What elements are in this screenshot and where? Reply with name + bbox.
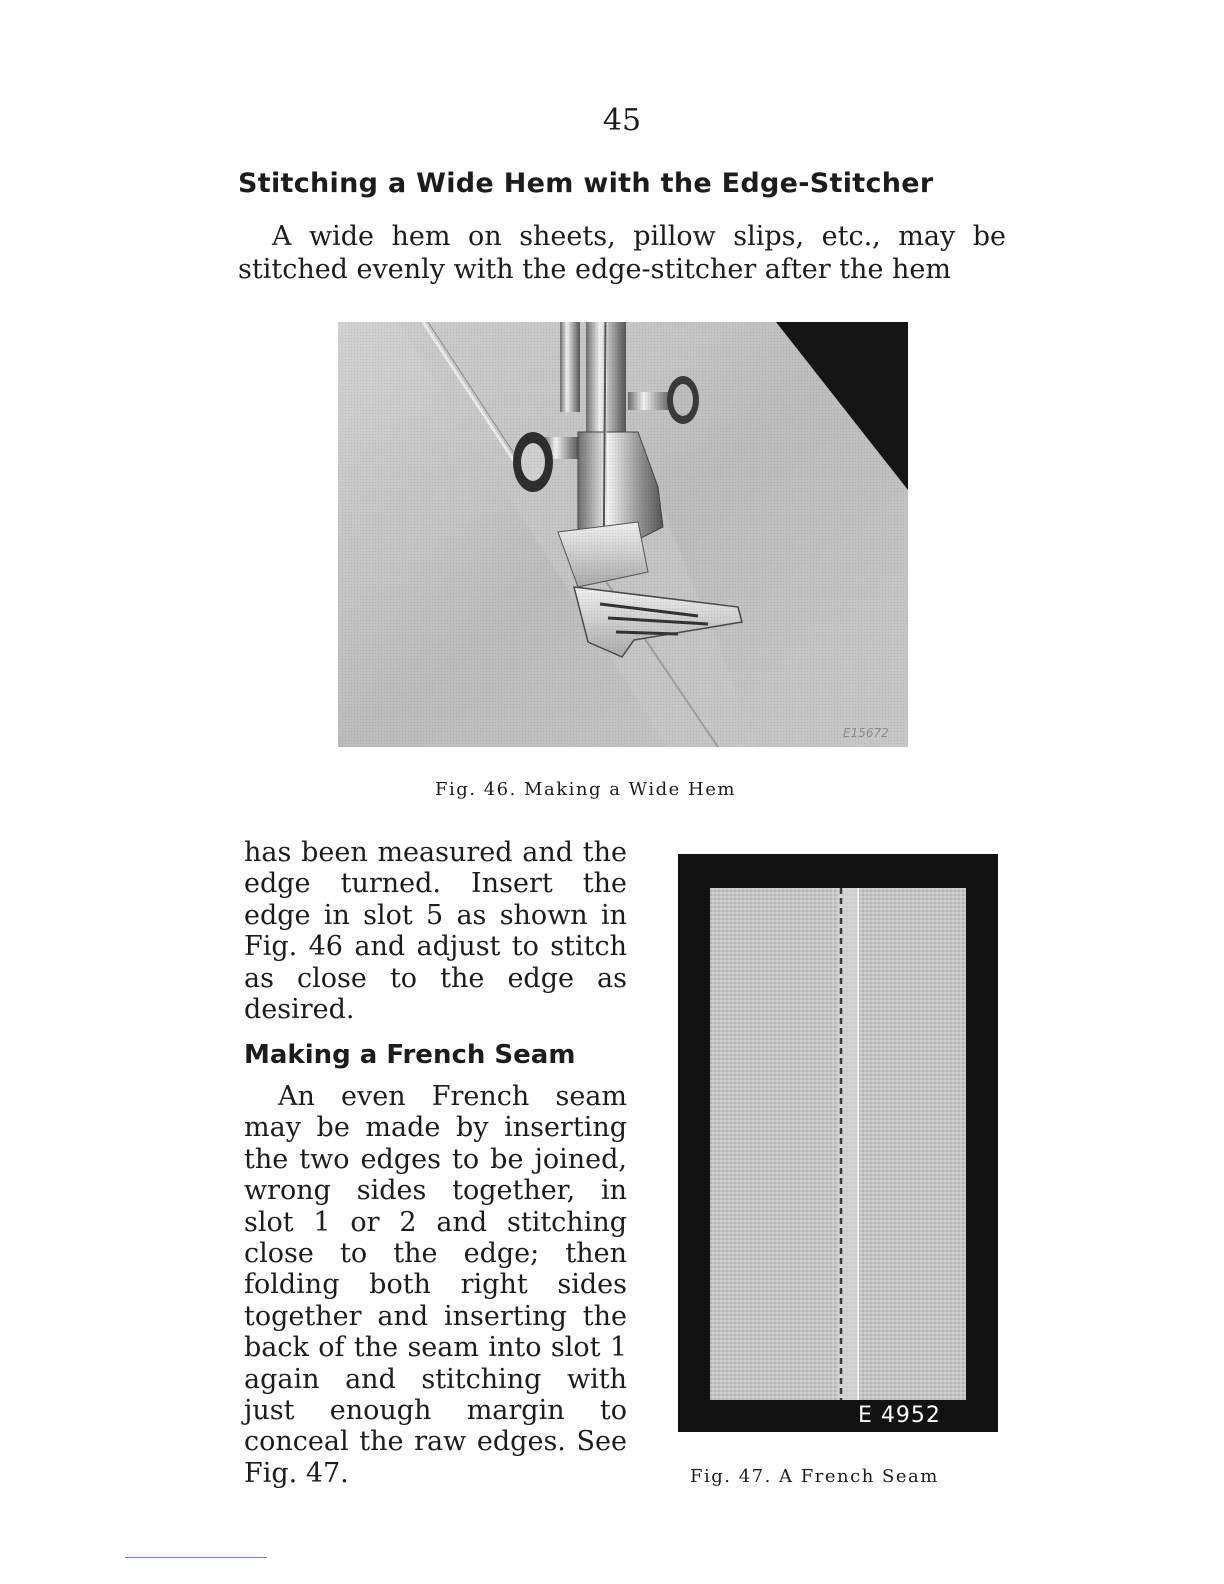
footer-rule [125,1557,267,1558]
french-seam-paragraph: An even French seam may be made by inserting the two edges to be joined, wrong sides together, in slot 1 or 2 and stitching close to the edge; then folding both right sides together and inserting the back of the seam into slot 1 again and stitching with just enough margin to conceal the raw edges. See Fig. 47. [244,1081,627,1489]
section-heading-french-seam: Making a French Seam [244,1040,576,1070]
figure-46-caption: Fig. 46. Making a Wide Hem [435,779,736,800]
figure-47-photo [678,854,998,1432]
figure-46-code: E15672 [843,726,889,740]
page-number: 45 [602,103,642,138]
figure-47-code: E 4952 [858,1403,941,1428]
figure-46-photo [338,322,908,747]
continuation-paragraph: has been measured and the edge turned. Insert the edge in slot 5 as shown in Fig. 46 and adjust to stitch as close to the edge as desired. [244,837,627,1026]
section-heading-wide-hem: Stitching a Wide Hem with the Edge-Stitcher [238,168,934,199]
figure-47-caption: Fig. 47. A French Seam [690,1466,939,1487]
intro-paragraph: A wide hem on sheets, pillow slips, etc., may be stitched evenly with the edge-stitcher after the hem [238,221,1006,285]
